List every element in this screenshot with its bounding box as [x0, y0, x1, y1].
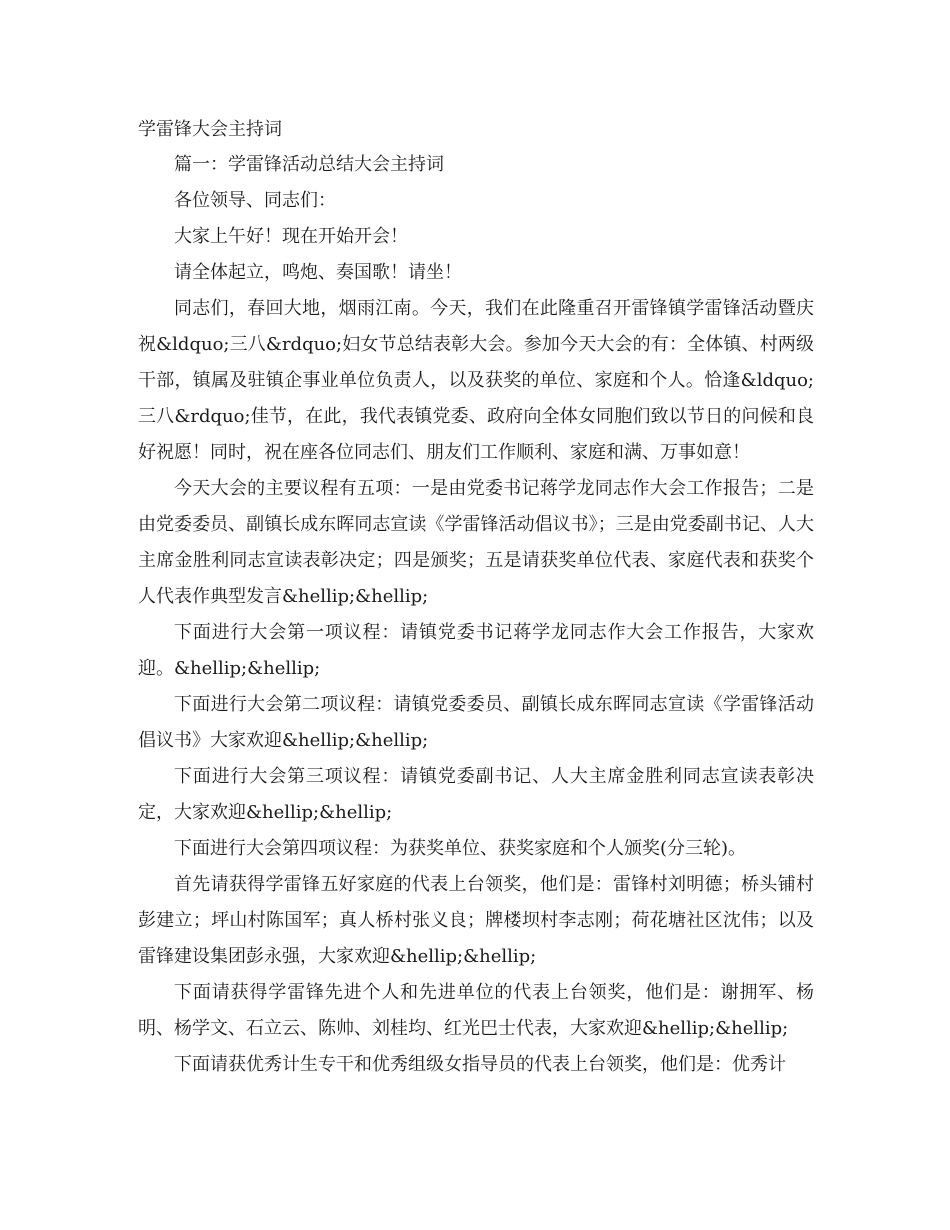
document-title: 学雷锋大会主持词: [138, 119, 282, 140]
document-page: [138, 112, 814, 1083]
paragraph-item-3: 下面进行大会第三项议程：请镇党委副书记、人大主席金胜利同志宣读表彰决定，大家欢迎&hellip;&hellip;: [138, 766, 814, 823]
paragraph-award-individuals: 下面请获得学雷锋先进个人和先进单位的代表上台领奖，他们是：谢拥军、杨明、杨学文、石立云、陈帅、刘桂均、红光巴士代表，大家欢迎&hellip;&hellip;: [138, 982, 814, 1039]
paragraph-agenda: 今天大会的主要议程有五项：一是由党委书记蒋学龙同志作大会工作报告；二是由党委委员、副镇长成东晖同志宣读《学雷锋活动倡议书》；三是由党委副书记、人大主席金胜利同志宣读表彰决定；四是颁奖；五是请获奖单位代表、家庭代表和获奖个人代表作典型发言&hellip;&hellip;: [138, 478, 814, 607]
paragraph-item-1: 下面进行大会第一项议程：请镇党委书记蒋学龙同志作大会工作报告，大家欢迎。&hellip;&hellip;: [138, 622, 814, 679]
paragraph-award-families: 首先请获得学雷锋五好家庭的代表上台领奖，他们是：雷锋村刘明德；桥头铺村彭建立；坪山村陈国军；真人桥村张义良；牌楼坝村李志刚；荷花塘社区沈伟；以及雷锋建设集团彭永强，大家欢迎&hellip;&hellip;: [138, 874, 814, 967]
paragraph-item-2: 下面进行大会第二项议程：请镇党委委员、副镇长成东晖同志宣读《学雷锋活动倡议书》大家欢迎&hellip;&hellip;: [138, 694, 814, 751]
paragraph-greeting: 大家上午好！现在开始开会！: [174, 226, 408, 247]
paragraph-opening: 同志们，春回大地，烟雨江南。今天，我们在此隆重召开雷锋镇学雷锋活动暨庆祝&ldquo;三八&rdquo;妇女节总结表彰大会。参加今天大会的有：全体镇、村两级干部，镇属及驻镇企事业单位负责人，以及获奖的单位、家庭和个人。恰逢&ldquo;三八&rdquo;佳节，在此，我代表镇党委、政府向全体女同胞们致以节日的问候和良好祝愿！同时，祝在座各位同志们、朋友们工作顺利、家庭和满、万事如意！: [138, 298, 814, 463]
paragraph-award-planning: 下面请获优秀计生专干和优秀组级女指导员的代表上台领奖，他们是：优秀计: [174, 1054, 786, 1075]
paragraph-anthem: 请全体起立，鸣炮、奏国歌！请坐！: [174, 262, 462, 283]
paragraph-item-4: 下面进行大会第四项议程：为获奖单位、获奖家庭和个人颁奖(分三轮)。: [174, 838, 747, 859]
paragraph-section-heading: 篇一：学雷锋活动总结大会主持词: [174, 154, 444, 175]
paragraph-salutation: 各位领导、同志们：: [174, 190, 336, 211]
